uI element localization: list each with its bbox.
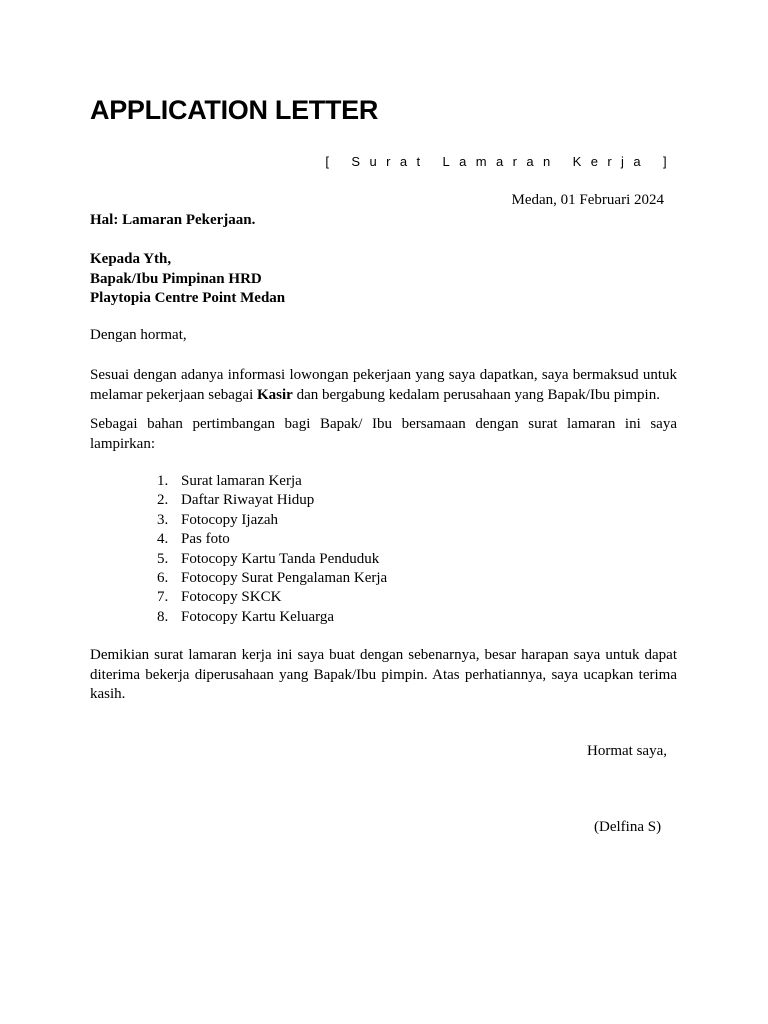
attachment-text: Fotocopy Kartu Keluarga xyxy=(181,608,335,625)
attachment-number: 8. xyxy=(157,608,169,625)
salutation: Dengan hormat, xyxy=(90,327,187,343)
signature-name: (Delfina S) xyxy=(594,819,662,835)
attachment-text: Fotocopy SKCK xyxy=(181,589,282,606)
paragraph-closing: Demikian surat lamaran kerja ini saya buat dengan sebenarnya, besar harapan saya untuk dapat diterima bekerja diperusahaan yang Bapak/Ibu pimpin. Atas perhatiannya, saya ucapkan terima kasih. xyxy=(90,647,677,702)
attachment-item xyxy=(157,530,387,549)
attachment-number: 1. xyxy=(157,473,169,489)
attachment-item xyxy=(157,569,387,588)
attachment-text: Daftar Riwayat Hidup xyxy=(181,492,315,509)
applied-position: Kasir xyxy=(257,386,293,403)
attachment-text: Fotocopy Ijazah xyxy=(181,511,279,528)
attachment-number: 7. xyxy=(157,589,169,606)
attachment-item xyxy=(157,472,387,491)
attachment-item xyxy=(157,511,387,530)
recipient-greeting: Kepada Yth, xyxy=(90,251,172,267)
recipient-title: Bapak/Ibu Pimpinan HRD xyxy=(90,270,262,287)
letter-title: APPLICATION LETTER xyxy=(90,95,379,125)
attachment-number: 4. xyxy=(157,531,169,548)
recipient-block xyxy=(90,250,285,309)
attachment-item xyxy=(157,588,387,607)
attachment-text: Fotocopy Kartu Tanda Penduduk xyxy=(181,550,380,567)
recipient-company: Playtopia Centre Point Medan xyxy=(90,290,286,306)
letter-date: Medan, 01 Februari 2024 xyxy=(511,192,664,208)
paragraph-attachments-intro: Sebagai bahan pertimbangan bagi Bapak/ Ibu bersamaan dengan surat lamaran ini saya lampirkan: xyxy=(90,416,677,452)
closing-phrase: Hormat saya, xyxy=(587,743,667,759)
attachment-number: 5. xyxy=(157,550,169,567)
attachment-item xyxy=(157,550,387,569)
attachment-text: Fotocopy Surat Pengalaman Kerja xyxy=(181,570,388,587)
attachment-number: 6. xyxy=(157,570,169,587)
attachment-item xyxy=(157,608,387,627)
attachment-number: 2. xyxy=(157,492,169,509)
attachment-item xyxy=(157,491,387,510)
paragraph-intro-start: Sesuai dengan adanya informasi lowongan pekerjaan yang saya dapatkan, saya bermaksud untuk melamar pekerjaan sebagai xyxy=(90,367,677,403)
attachment-number: 3. xyxy=(157,511,169,528)
letter-subject: Hal: Lamaran Pekerjaan. xyxy=(90,212,256,228)
paragraph-intro-end: dan bergabung kedalam perusahaan yang Bapak/Ibu pimpin. xyxy=(292,386,660,403)
letter-subtitle: [ Surat Lamaran Kerja ] xyxy=(325,154,676,169)
attachment-text: Pas foto xyxy=(181,531,230,548)
attachment-text: Surat lamaran Kerja xyxy=(181,473,302,489)
attachment-list xyxy=(157,472,387,627)
paragraph-intro xyxy=(90,366,677,405)
